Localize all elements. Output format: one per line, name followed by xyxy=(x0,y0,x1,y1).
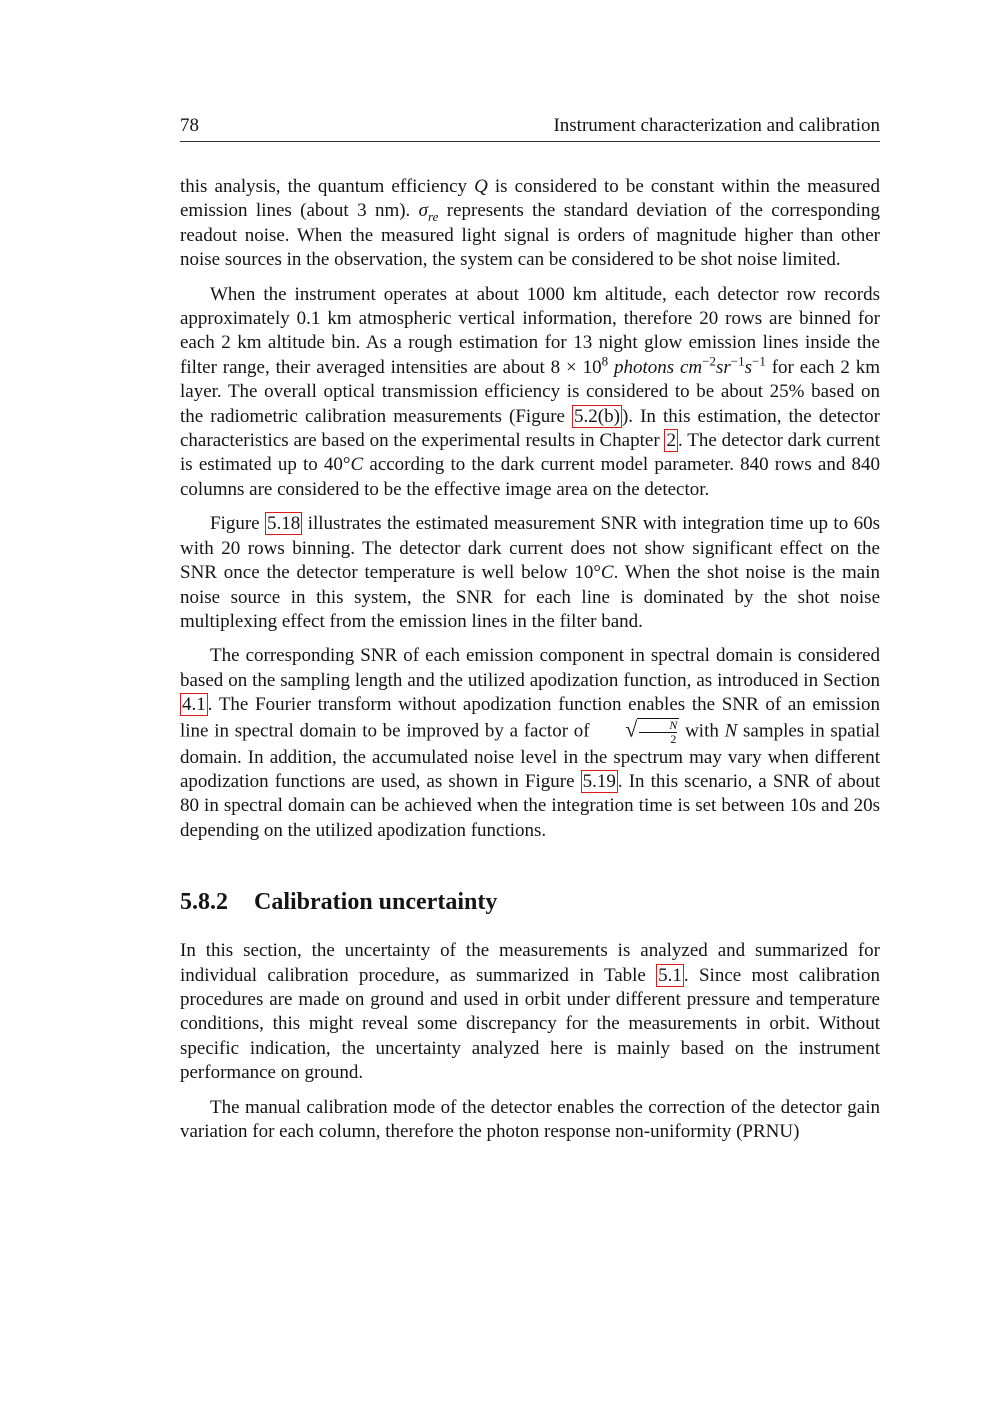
math-q: Q xyxy=(474,176,488,197)
text-run: . Since most calibration procedures are made on ground and used in orbit under different pressure and temperature conditions, this might reveal some discrepancy for the measurements in orbit. Without specific indication, the uncertainty analyzed here is mainly based on the instrument performance on ground. xyxy=(180,964,880,1084)
section-heading xyxy=(180,887,880,917)
figure-link[interactable]: 5.2(b) xyxy=(574,405,620,427)
text-run: In this section, the uncertainty of the measurements is analyzed and summarized for individual calibration procedure, as summarized in Table xyxy=(180,940,880,986)
math-denominator: 2 xyxy=(670,731,677,746)
section-title: Calibration uncertainty xyxy=(254,889,498,916)
math-exponent: −1 xyxy=(752,353,766,369)
paragraph-6 xyxy=(180,1096,880,1145)
text-run: The corresponding SNR of each emission component in spectral domain is considered based on the sampling length and the utilized apodization function, as introduced in Section xyxy=(180,645,880,691)
text-run: samples in spatial domain. In addition, the accumulated noise level in the spectrum may vary when different apodization functions are used, as shown in Figure xyxy=(180,719,881,792)
paragraph-5 xyxy=(180,939,880,1085)
text-run: . The Fourier transform without apodization function enables the SNR of an emission line in spectral domain to be improved by a factor of xyxy=(180,694,880,741)
math-sigma: σ xyxy=(418,200,429,222)
math-units: sr xyxy=(715,356,731,378)
chapter-link[interactable]: 2 xyxy=(666,430,676,452)
text-run: . The detector dark current is estimated up to 40° xyxy=(180,430,880,476)
paragraph-2 xyxy=(180,283,880,503)
math-exponent: −1 xyxy=(730,353,745,369)
math-numerator: N xyxy=(639,719,677,733)
math-n: N xyxy=(724,719,738,741)
text-run: . When the shot noise is the main noise source in this system, the SNR for each line is dominated by the shot noise multiplexing effect from the emission lines in the filter band. xyxy=(180,562,880,632)
section-number: 5.8.2 xyxy=(180,889,228,916)
text-run: according to the dark current model parameter. 840 rows and 840 columns are considered to be the effective image area on the detector. xyxy=(180,454,881,500)
figure-link[interactable]: 5.18 xyxy=(267,513,301,535)
math-exponent: −2 xyxy=(702,353,716,369)
math-exponent: 8 xyxy=(601,353,609,369)
figure-link[interactable]: 5.19 xyxy=(582,770,616,792)
text-run: for each 2 km layer. The overall optical transmission efficiency is considered to be about 25% based on the radiometric calibration measurements (Figure xyxy=(180,356,881,427)
body-text xyxy=(180,175,880,1154)
math-unit: C xyxy=(350,454,364,476)
text-run: with xyxy=(679,719,725,741)
math-fraction xyxy=(637,718,679,746)
table-link[interactable]: 5.1 xyxy=(658,964,682,986)
text-run: When the instrument operates at about 1000 km altitude, each detector row records approximately 0.1 km atmospheric vertical information, therefore 20 rows are binned for each 2 km altitude bin. As a rough estimation for 13 night glow emission lines inside the filter range, their averaged intensities are about 8 × 10 xyxy=(180,283,880,378)
text-run: The manual calibration mode of the detector enables the correction of the detector gain variation for each column, therefore the photon response non-uniformity (PRNU) xyxy=(180,1096,880,1142)
math-unit: C xyxy=(600,562,614,584)
page-number: 78 xyxy=(180,115,199,136)
math-units: s xyxy=(744,356,753,378)
text-run: this analysis, the quantum efficiency xyxy=(180,176,475,197)
text-run: illustrates the estimated measurement SNR with integration time up to 60s with 20 rows binning. The detector dark current does not show significant effect on the SNR once the detector temperature is well below 10° xyxy=(180,513,880,584)
math-subscript: re xyxy=(428,209,439,225)
text-run: is considered to be constant within the measured emission lines (about 3 nm). xyxy=(180,176,880,222)
text-run: ). In this estimation, the detector characteristics are based on the experimental results in Chapter xyxy=(180,405,881,452)
math-radical: √ xyxy=(625,715,638,741)
paragraph-3 xyxy=(180,512,880,634)
section-link[interactable]: 4.1 xyxy=(182,694,206,716)
text-run: Figure xyxy=(210,513,266,535)
math-sqrt-fraction xyxy=(595,715,679,746)
paragraph-4 xyxy=(180,644,880,843)
running-header xyxy=(180,114,880,142)
text-run: represents the standard deviation of the corresponding readout noise. When the measured light signal is orders of magnitude higher than other noise sources in the observation, the system can be considered to be shot noise limited. xyxy=(180,200,880,271)
text-run: . In this scenario, a SNR of about 80 in spectral domain can be achieved when the integration time is set between 10s and 20s depending on the utilized apodization functions. xyxy=(180,770,880,841)
running-title: Instrument characterization and calibration xyxy=(553,115,880,136)
paragraph-1 xyxy=(180,175,880,273)
math-units: photons cm xyxy=(608,356,703,378)
